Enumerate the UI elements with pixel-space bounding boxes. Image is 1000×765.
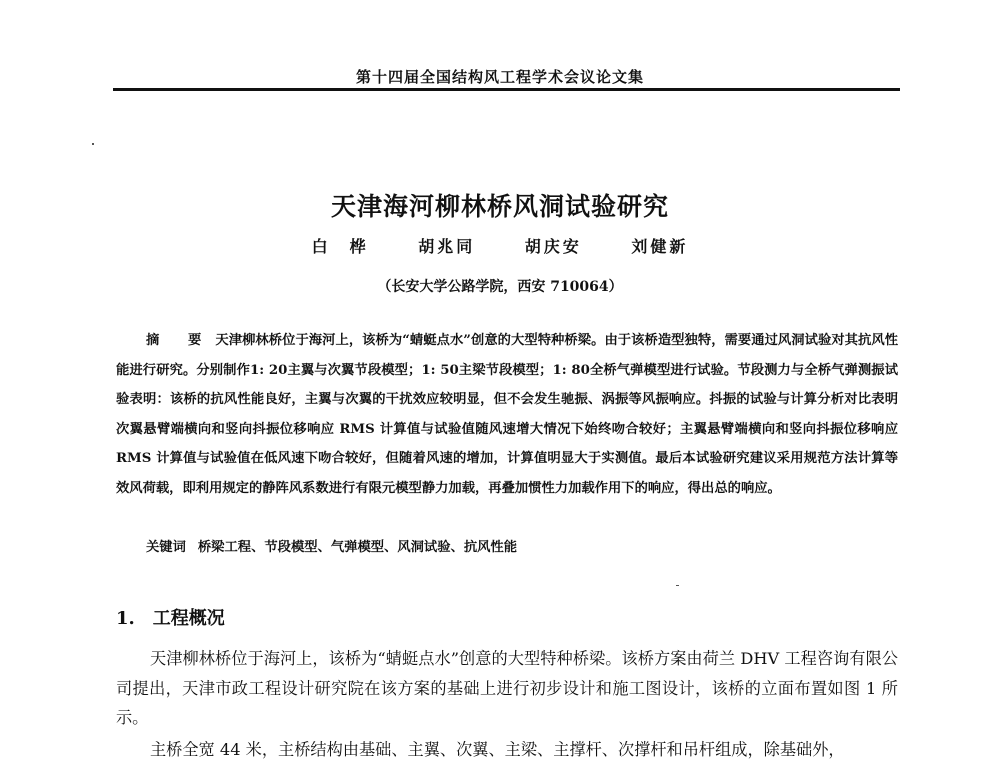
- abstract-label: 摘 要: [146, 333, 214, 348]
- author-name: 白 桦: [311, 237, 369, 256]
- body-paragraph: 天津柳林桥位于海河上，该桥为“蜻蜓点水”创意的大型特种桥梁。该桥方案由荷兰 DHV 工程咨询有限公司提出，天津市政工程设计研究院在该方案的基础上进行初步设计和施工图设计，该桥的立面布置如图 1 所示。: [116, 649, 898, 727]
- author-name: 刘健新: [631, 237, 689, 256]
- author-name: 胡兆同: [418, 237, 476, 256]
- header-rule: [113, 88, 900, 91]
- running-head: 第十四届全国结构风工程学术会议论文集: [355, 68, 644, 86]
- scan-speck: [676, 585, 679, 586]
- keywords-text: 桥梁工程、节段模型、气弹模型、风洞试验、抗风性能: [197, 540, 518, 555]
- keywords: [146, 536, 898, 555]
- author-name: 胡庆安: [524, 237, 582, 256]
- body-paragraph: 主桥全宽 44 米，主桥结构由基础、主翼、次翼、主梁、主撑杆、次撑杆和吊杆组成，除基础外，: [150, 740, 845, 759]
- section-title: 工程概况: [152, 608, 225, 629]
- paper-title: 天津海河柳林桥风洞试验研究: [330, 192, 669, 221]
- author-list: [0, 234, 1000, 257]
- scan-speck: [92, 143, 94, 145]
- affiliation: （长安大学公路学院，西安 710064）: [377, 279, 623, 295]
- section-heading: [116, 604, 225, 630]
- abstract-text: 天津柳林桥位于海河上，该桥为“蜻蜓点水”创意的大型特种桥梁。由于该桥造型独特，需要通过风洞试验对其抗风性能进行研究。分别制作1: 20主翼与次翼节段模型；1: 50主梁节段模型；1: 80全桥气弹模型进行试验。节段测力与全桥气弹测振试验表明：该桥的抗风性能良好，主翼与次翼的干扰效应较明显，但不会发生驰振、涡振等风振响应。抖振的试验与计算分析对比表明次翼悬臂端横向和竖向抖振位移响应 RMS 计算值与试验值随风速增大情况下始终吻合较好；主翼悬臂端横向和竖向抖振位移响应 RMS 计算值与试验值在低风速下吻合较好，但随着风速的增加，计算值明显大于实测值。最后本试验研究建议采用规范方法计算等效风荷载，即利用规定的静阵风系数进行有限元模型静力加载，再叠加惯性力加载作用下的响应，得出总的响应。: [116, 333, 898, 496]
- keywords-label: 关键词: [146, 540, 186, 555]
- abstract: [116, 326, 898, 504]
- section-number: 1.: [116, 608, 135, 629]
